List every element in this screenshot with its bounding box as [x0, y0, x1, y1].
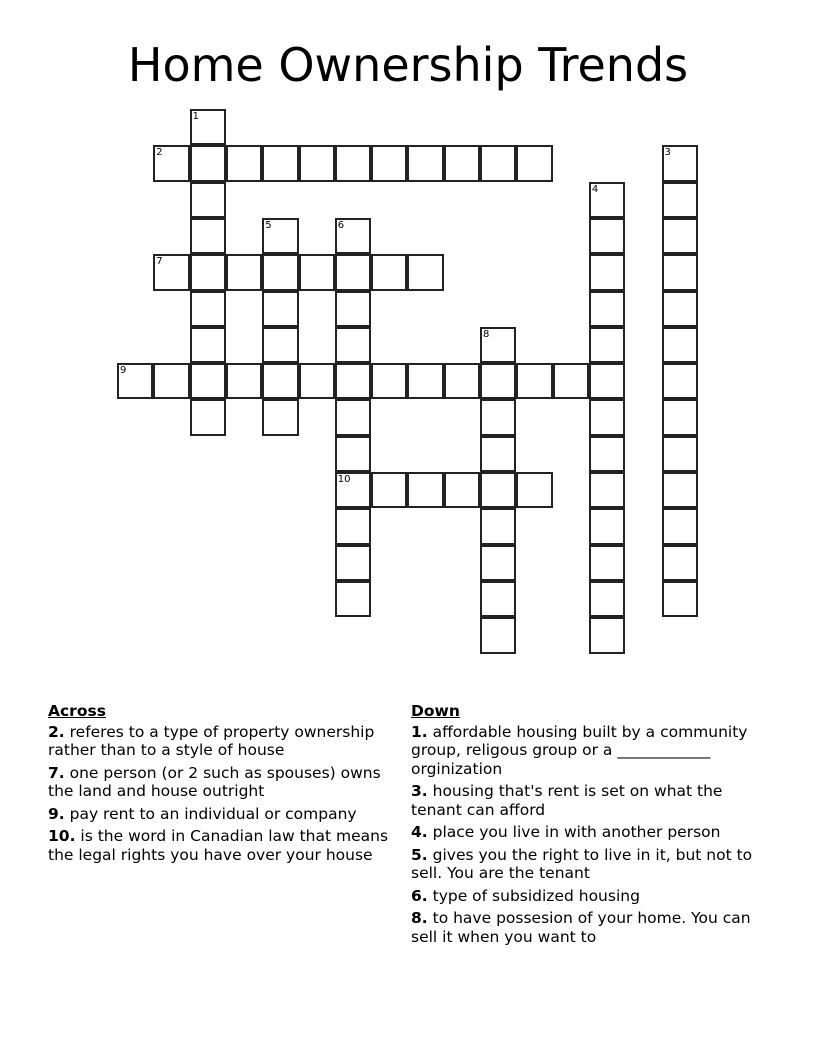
grid-cell[interactable] — [662, 581, 698, 617]
grid-cell[interactable] — [662, 254, 698, 290]
grid-cell[interactable] — [262, 218, 298, 254]
clue-text: is the word in Canadian law that means the legal rights you have over your house — [48, 827, 389, 864]
clue-text: place you live in with another person — [432, 823, 721, 841]
grid-cell[interactable] — [407, 145, 443, 181]
grid-cell[interactable] — [262, 291, 298, 327]
grid-cell[interactable] — [480, 581, 516, 617]
clue-number: 6. — [411, 886, 428, 905]
down-heading: Down — [411, 702, 460, 720]
grid-cell[interactable] — [516, 145, 552, 181]
grid-cell[interactable] — [589, 363, 625, 399]
cell-number: 1 — [192, 111, 199, 122]
clue-number: 1. — [411, 722, 428, 741]
grid-cell[interactable] — [190, 182, 226, 218]
grid-cell[interactable] — [226, 145, 262, 181]
clue-number: 3. — [411, 782, 428, 800]
grid-cell[interactable] — [407, 472, 443, 508]
cell-number: 4 — [591, 183, 599, 195]
grid-cell[interactable] — [662, 363, 698, 399]
grid-cell[interactable] — [335, 581, 371, 617]
grid-cell[interactable] — [335, 399, 371, 435]
clue-across — [48, 805, 400, 824]
clue-number: 5. — [411, 845, 428, 864]
grid-cell[interactable] — [371, 254, 407, 290]
grid-cell[interactable] — [190, 363, 226, 399]
grid-cell[interactable] — [190, 399, 226, 435]
grid-cell[interactable] — [299, 145, 335, 181]
grid-cell[interactable] — [262, 254, 298, 290]
grid-cell[interactable] — [480, 617, 516, 653]
grid-cell[interactable] — [589, 472, 625, 508]
grid-cell[interactable] — [589, 581, 625, 617]
grid-cell[interactable] — [662, 545, 698, 581]
grid-cell[interactable] — [371, 145, 407, 181]
clue-number: 2. — [48, 722, 65, 741]
grid-cell[interactable] — [480, 436, 516, 472]
grid-cell[interactable] — [480, 545, 516, 581]
page-title: Home Ownership Trends — [127, 38, 689, 92]
grid-cell[interactable] — [262, 363, 298, 399]
cell-number: 9 — [120, 365, 127, 377]
grid-cell[interactable] — [662, 291, 698, 327]
grid-cell[interactable] — [589, 399, 625, 435]
grid-cell[interactable] — [589, 254, 625, 290]
grid-cell[interactable] — [444, 145, 480, 181]
grid-cell[interactable] — [480, 145, 516, 181]
grid-cell[interactable] — [662, 145, 698, 181]
grid-cell[interactable] — [444, 363, 480, 399]
grid-cell[interactable] — [662, 436, 698, 472]
grid-cell[interactable] — [335, 472, 371, 508]
grid-cell[interactable] — [190, 109, 226, 145]
grid-cell[interactable] — [589, 182, 625, 218]
grid-cell[interactable] — [589, 291, 625, 327]
grid-cell[interactable] — [480, 508, 516, 544]
grid-cell[interactable] — [662, 182, 698, 218]
grid-cell[interactable] — [335, 363, 371, 399]
cell-number: 10 — [337, 474, 351, 485]
clue-number: 4. — [411, 823, 428, 841]
grid-cell[interactable] — [662, 327, 698, 363]
clue-down — [411, 846, 763, 883]
grid-cell[interactable] — [190, 218, 226, 254]
grid-cell[interactable] — [444, 472, 480, 508]
clue-text: affordable housing built by a community group, religous group or a ____________ orginization — [411, 722, 748, 778]
clue-across — [48, 827, 400, 864]
grid-cell[interactable] — [262, 145, 298, 181]
grid-cell[interactable] — [226, 363, 262, 399]
cell-number: 2 — [156, 147, 163, 159]
clue-text: referes to a type of property ownership rather than to a style of house — [48, 722, 375, 759]
clue-down — [411, 909, 763, 946]
grid-cell[interactable] — [226, 254, 262, 290]
grid-cell[interactable] — [662, 218, 698, 254]
grid-cell[interactable] — [299, 254, 335, 290]
grid-cell[interactable] — [589, 218, 625, 254]
grid-cell[interactable] — [262, 327, 298, 363]
clue-down — [411, 887, 763, 906]
clue-number: 9. — [48, 804, 65, 823]
grid-cell[interactable] — [407, 363, 443, 399]
clue-text: to have possesion of your home. You can sell it when you want to — [411, 909, 751, 946]
grid-cell[interactable] — [589, 545, 625, 581]
grid-cell[interactable] — [371, 363, 407, 399]
clue-text: one person (or 2 such as spouses) owns the land and house outright — [48, 763, 381, 800]
grid-cell[interactable] — [335, 327, 371, 363]
cell-number: 7 — [156, 256, 163, 268]
clue-number: 7. — [48, 763, 65, 782]
clue-number: 10. — [48, 827, 76, 845]
grid-cell[interactable] — [153, 363, 189, 399]
grid-cell[interactable] — [516, 363, 552, 399]
grid-cell[interactable] — [662, 472, 698, 508]
grid-cell[interactable] — [190, 291, 226, 327]
grid-cell[interactable] — [480, 472, 516, 508]
grid-cell[interactable] — [662, 508, 698, 544]
grid-cell[interactable] — [335, 218, 371, 254]
clue-text: gives you the right to live in it, but not to sell. You are the tenant — [411, 845, 753, 882]
grid-cell[interactable] — [662, 399, 698, 435]
grid-cell[interactable] — [117, 363, 153, 399]
grid-cell[interactable] — [335, 291, 371, 327]
clue-number: 8. — [411, 909, 428, 927]
cell-number: 5 — [265, 219, 272, 231]
grid-cell[interactable] — [480, 327, 516, 363]
grid-cell[interactable] — [371, 472, 407, 508]
clue-across — [48, 723, 400, 760]
grid-cell[interactable] — [516, 472, 552, 508]
grid-cell[interactable] — [589, 436, 625, 472]
grid-cell[interactable] — [190, 254, 226, 290]
across-clues — [48, 702, 400, 868]
clue-down — [411, 723, 763, 779]
grid-cell[interactable] — [480, 399, 516, 435]
grid-cell[interactable] — [407, 254, 443, 290]
grid-cell[interactable] — [335, 254, 371, 290]
clue-text: pay rent to an individual or company — [69, 804, 357, 823]
grid-cell[interactable] — [589, 327, 625, 363]
grid-cell[interactable] — [480, 363, 516, 399]
grid-cell[interactable] — [335, 436, 371, 472]
grid-cell[interactable] — [299, 363, 335, 399]
cell-number: 3 — [664, 147, 671, 159]
grid-cell[interactable] — [335, 145, 371, 181]
grid-cell[interactable] — [589, 508, 625, 544]
grid-cell[interactable] — [153, 145, 189, 181]
clue-text: type of subsidized housing — [432, 886, 640, 905]
across-heading: Across — [48, 702, 106, 720]
grid-cell[interactable] — [335, 508, 371, 544]
grid-cell[interactable] — [335, 545, 371, 581]
clue-text: housing that's rent is set on what the tenant can afford — [411, 782, 723, 819]
grid-cell[interactable] — [589, 617, 625, 653]
down-clues — [411, 702, 763, 950]
clue-down — [411, 782, 763, 819]
grid-cell[interactable] — [190, 145, 226, 181]
grid-cell[interactable] — [190, 327, 226, 363]
grid-cell[interactable] — [153, 254, 189, 290]
grid-cell[interactable] — [553, 363, 589, 399]
clue-down — [411, 823, 763, 842]
grid-cell[interactable] — [262, 399, 298, 435]
clue-across — [48, 764, 400, 801]
cell-number: 8 — [483, 328, 490, 340]
cell-number: 6 — [337, 219, 345, 231]
